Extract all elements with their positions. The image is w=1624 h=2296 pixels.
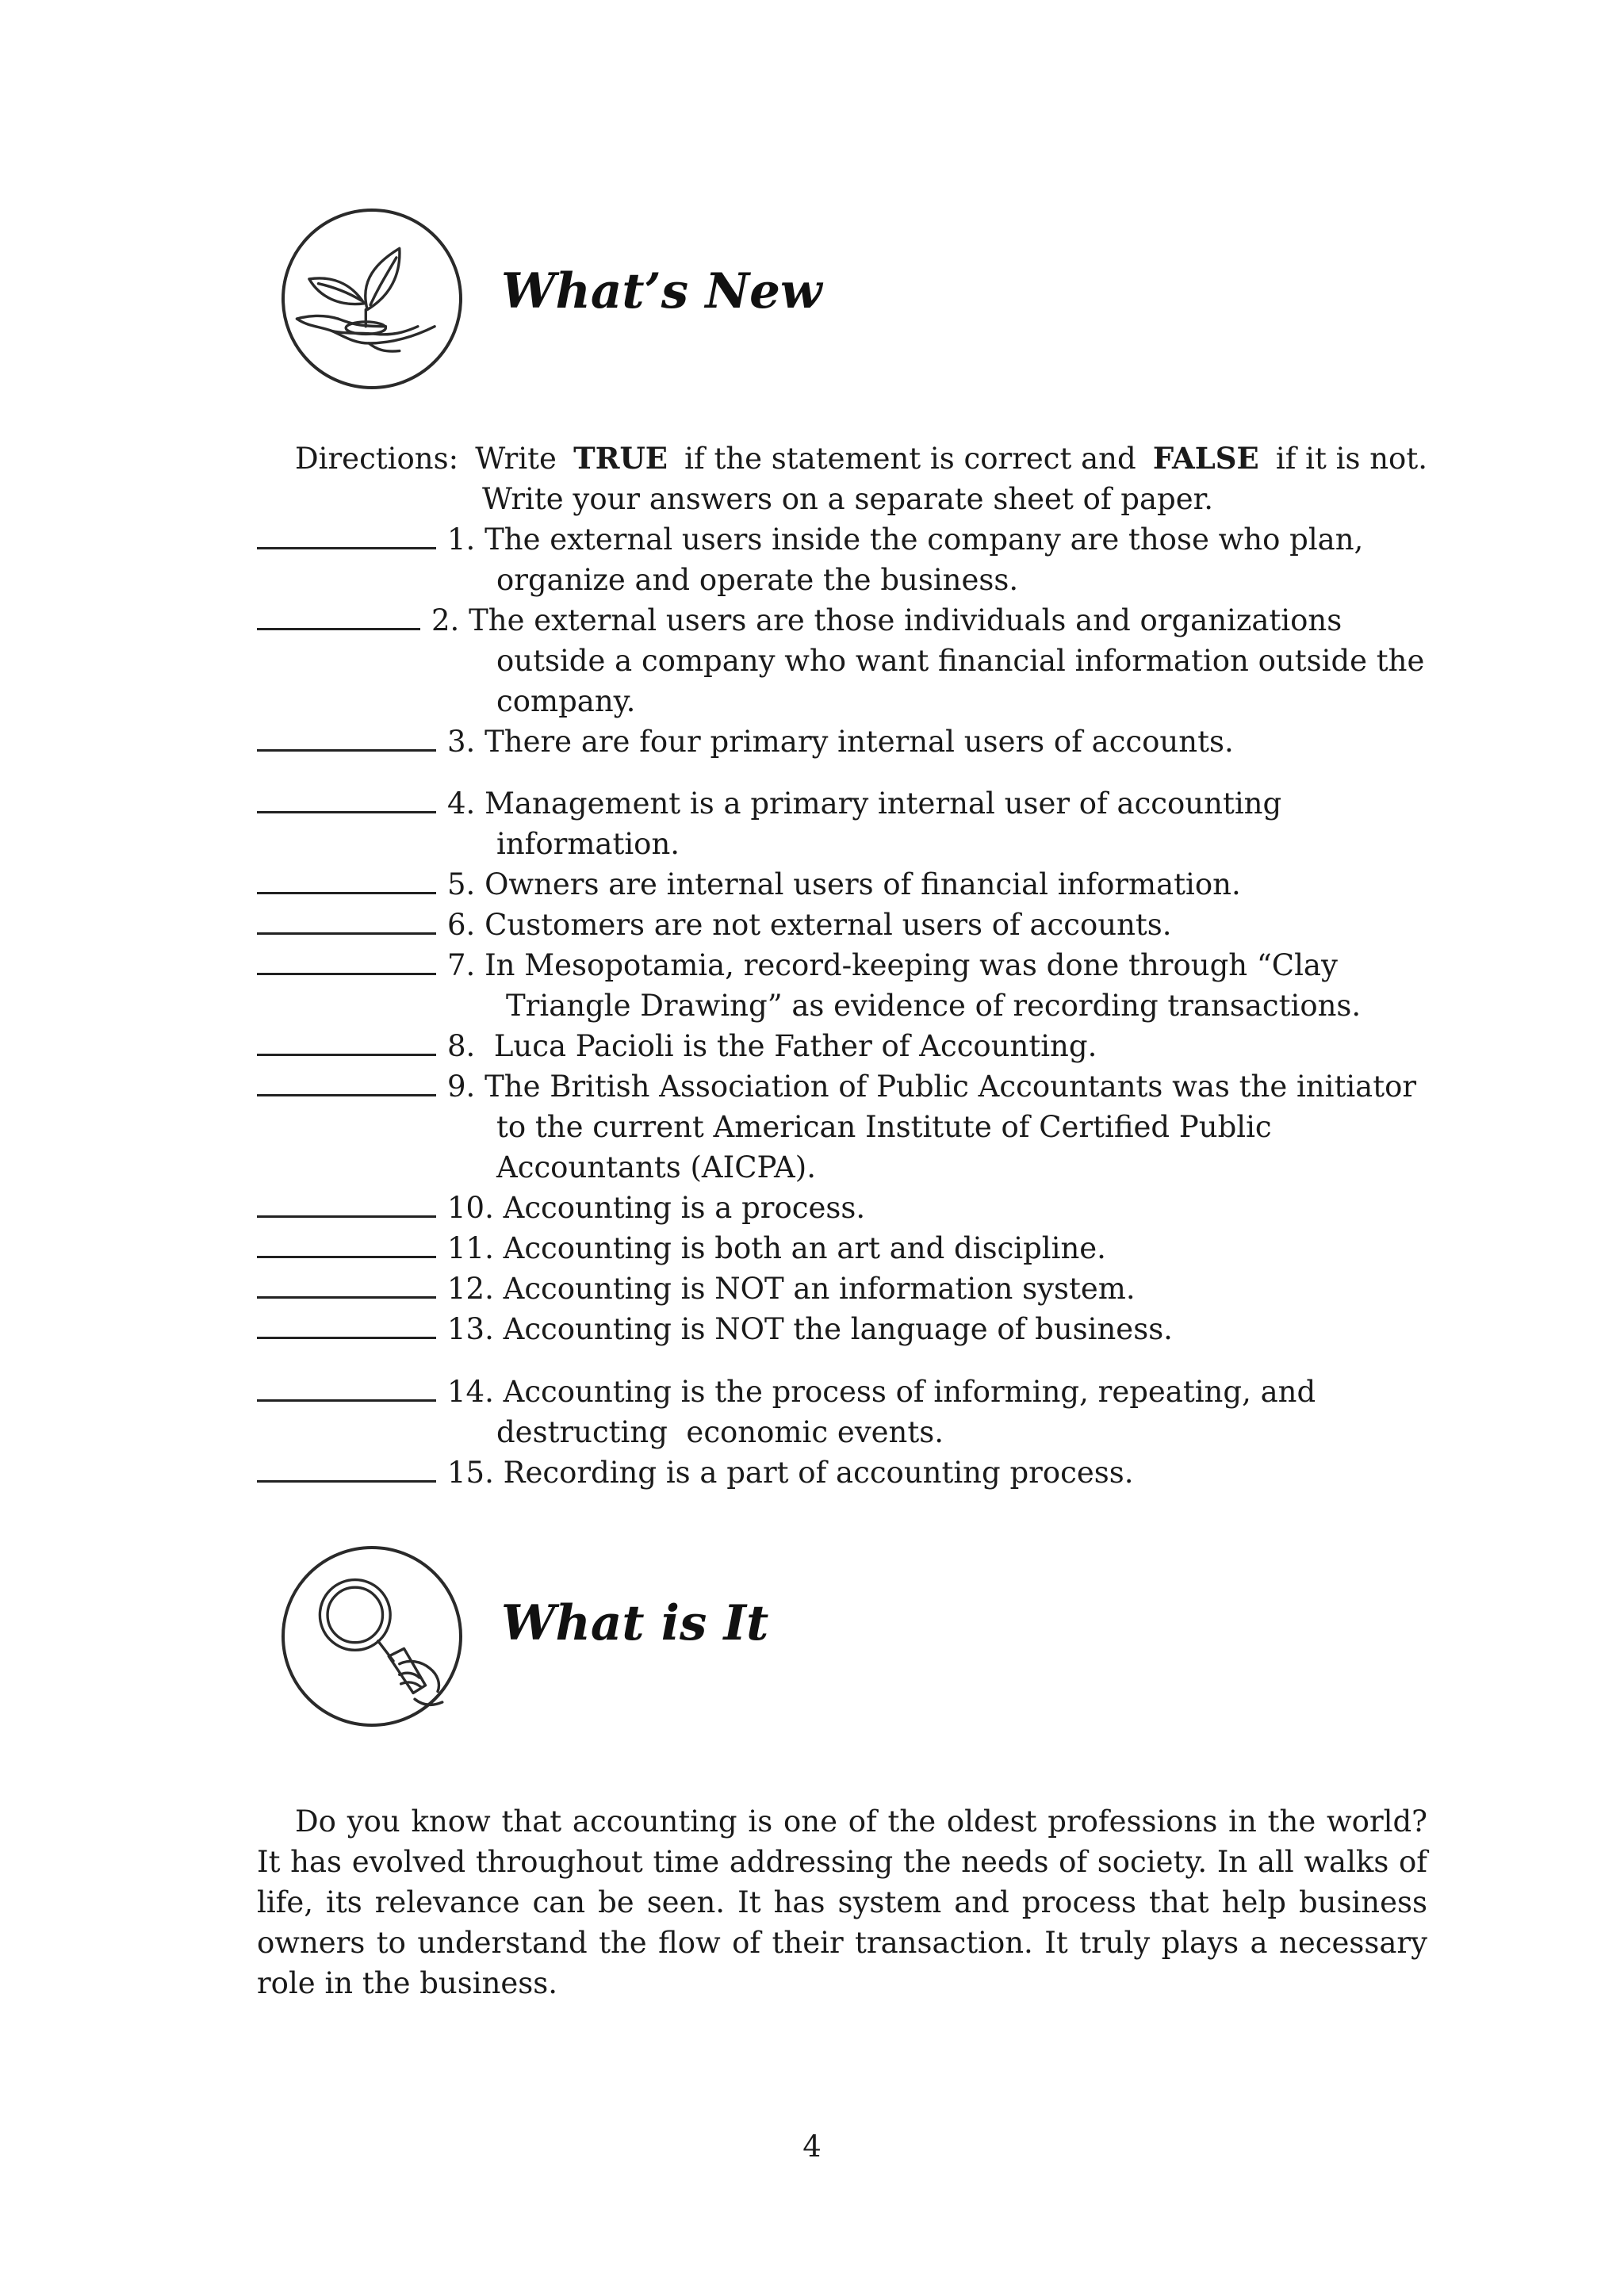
answer-blank[interactable] <box>257 905 436 935</box>
true-keyword: TRUE <box>573 441 668 476</box>
answer-blank[interactable] <box>257 722 436 752</box>
question-item-3: 3. There are four primary internal users of accounts. <box>257 721 1446 762</box>
section-title-whats-new: What’s New <box>501 263 822 320</box>
answer-blank[interactable] <box>257 1188 436 1218</box>
question-item-7: 7. In Mesopotamia, record-keeping was done through “Clay Triangle Drawing” as evidence of recording transactions. <box>257 945 1446 1026</box>
page-number: 4 <box>802 2130 822 2164</box>
answer-blank[interactable] <box>257 1027 436 1056</box>
answer-blank[interactable] <box>257 946 436 975</box>
question-item-9: 9. The British Association of Public Accountants was the initiator to the current American Institute of Certified Public Accountants (AICPA). <box>257 1066 1446 1188</box>
answer-blank[interactable] <box>257 865 436 894</box>
question-item-11: 11. Accounting is both an art and discipline. <box>257 1228 1446 1269</box>
question-item-1: 1. The external users inside the company are those who plan, organize and operate the business. <box>257 519 1446 600</box>
directions-label: Directions: <box>295 442 459 476</box>
magnifying-glass-icon <box>282 1546 462 1727</box>
question-item-14: 14. Accounting is the process of informing, repeating, and destructing economic events. <box>257 1372 1446 1452</box>
question-item-5: 5. Owners are internal users of financial information. <box>257 864 1446 905</box>
question-item-10: 10. Accounting is a process. <box>257 1188 1446 1228</box>
question-item-4: 4. Management is a primary internal user of accounting information. <box>257 783 1446 864</box>
false-keyword: FALSE <box>1152 441 1259 476</box>
answer-blank[interactable] <box>257 1229 436 1258</box>
answer-blank[interactable] <box>257 520 436 549</box>
answer-blank[interactable] <box>257 601 420 630</box>
answer-blank[interactable] <box>257 1310 436 1339</box>
question-item-15: 15. Recording is a part of accounting process. <box>257 1452 1446 1493</box>
question-item-12: 12. Accounting is NOT an information system. <box>257 1269 1446 1309</box>
question-item-8: 8. Luca Pacioli is the Father of Accounting. <box>257 1026 1446 1066</box>
answer-blank[interactable] <box>257 784 436 813</box>
question-item-2: 2. The external users are those individuals and organizations outside a company who want financial information outside the company. <box>257 600 1446 721</box>
question-item-6: 6. Customers are not external users of accounts. <box>257 905 1446 945</box>
hand-holding-sprout-icon <box>282 209 462 389</box>
body-paragraph: Do you know that accounting is one of the oldest professions in the world? It has evolved throughout time addressing the needs of society. In all walks of life, its relevance can be seen. It has system and process that help business owners to understand the flow of their transaction. It truly plays a necessary role in the business. <box>257 1804 1427 2000</box>
answer-blank[interactable] <box>257 1372 436 1402</box>
section-title-what-is-it: What is It <box>501 1595 769 1651</box>
answer-blank[interactable] <box>257 1269 436 1299</box>
directions: Directions: Write TRUE if the statement is correct and FALSE if it is not. Write your answers on a separate sheet of paper. <box>295 438 1427 519</box>
question-item-13: 13. Accounting is NOT the language of business. <box>257 1309 1446 1349</box>
answer-blank[interactable] <box>257 1067 436 1096</box>
answer-blank[interactable] <box>257 1453 436 1483</box>
